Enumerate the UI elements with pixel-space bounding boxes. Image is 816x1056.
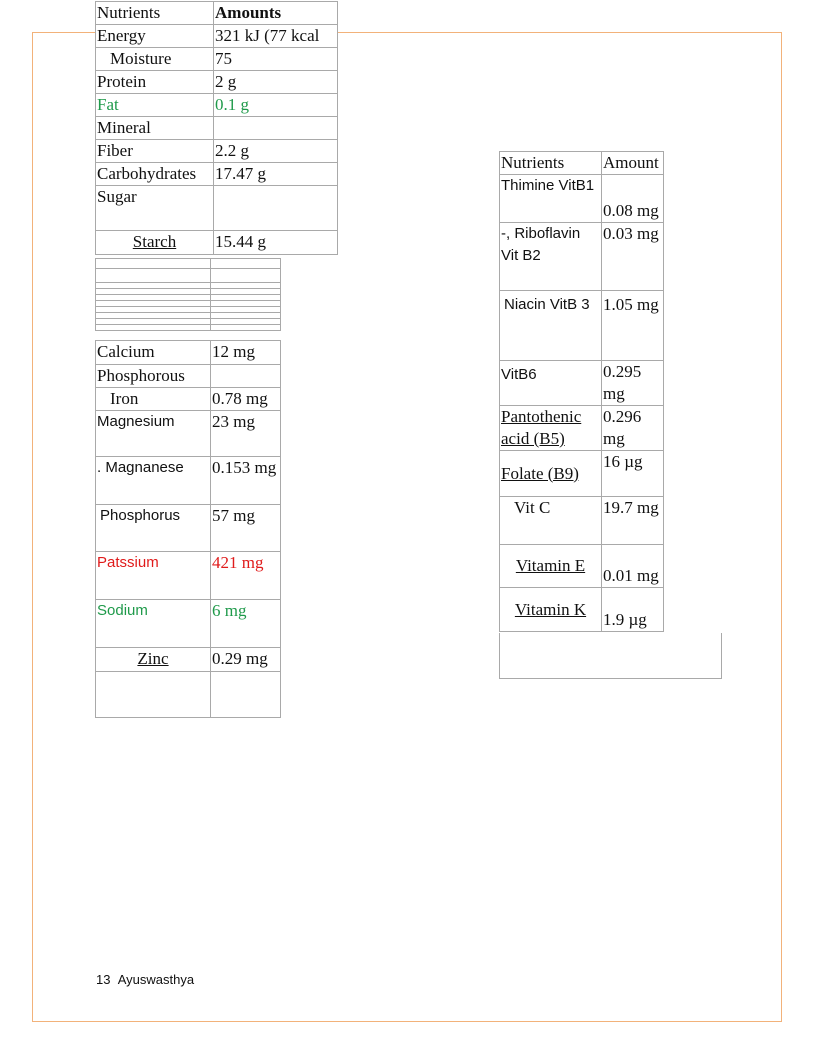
- table-row: [96, 457, 281, 505]
- nutrient-cell: Sodium: [96, 600, 211, 648]
- empty-row: [96, 269, 281, 283]
- table-row: [96, 648, 281, 672]
- nutrient-label: Vitamin K: [514, 599, 587, 619]
- header-nutrients: Nutrients: [500, 152, 602, 175]
- table-row: [96, 94, 338, 117]
- empty-row: [96, 672, 281, 718]
- table-row: [96, 505, 281, 552]
- amount-cell: 12 mg: [211, 341, 281, 365]
- amount-cell: 0.296 mg: [602, 406, 664, 451]
- nutrients-table-vitamins: [499, 151, 664, 632]
- table-row: [96, 341, 281, 365]
- table-row: [500, 175, 664, 223]
- nutrient-cell: [500, 451, 602, 497]
- table-row: [96, 552, 281, 600]
- amount-cell: 0.78 mg: [211, 388, 281, 411]
- table-row: [500, 497, 664, 545]
- nutrient-cell: Iron: [96, 388, 211, 411]
- table-row: [96, 388, 281, 411]
- table-row: [96, 231, 338, 255]
- amount-cell: 321 kJ (77 kcal: [214, 25, 338, 48]
- amount-cell: 75: [214, 48, 338, 71]
- amount-cell: 1.05 mg: [602, 291, 664, 361]
- page-number: 13: [96, 972, 111, 987]
- nutrient-cell: [500, 545, 602, 588]
- nutrient-cell: VitB6: [500, 361, 602, 406]
- table-row: [96, 48, 338, 71]
- amount-cell: 0.29 mg: [211, 648, 281, 672]
- header-amount: Amount: [602, 152, 664, 175]
- nutrient-cell: Carbohydrates: [96, 163, 214, 186]
- amount-cell: 23 mg: [211, 411, 281, 457]
- nutrient-cell: Magnesium: [96, 411, 211, 457]
- amount-cell: 15.44 g: [214, 231, 338, 255]
- nutrient-cell: Thimine VitB1: [500, 175, 602, 223]
- amount-cell: 0.08 mg: [602, 175, 664, 223]
- amount-cell: 421 mg: [211, 552, 281, 600]
- amount-cell: 17.47 g: [214, 163, 338, 186]
- nutrient-cell: Calcium: [96, 341, 211, 365]
- nutrient-cell: Protein: [96, 71, 214, 94]
- table-row: [500, 406, 664, 451]
- nutrient-cell: . Magnanese: [96, 457, 211, 505]
- nutrients-table-general: [95, 1, 338, 255]
- table-row: [96, 25, 338, 48]
- table-row: [96, 140, 338, 163]
- table-row: [96, 117, 338, 140]
- amount-cell: 2 g: [214, 71, 338, 94]
- nutrients-table-minerals: [95, 340, 281, 718]
- nutrient-label: Vitamin E: [515, 556, 586, 575]
- nutrient-cell: Fiber: [96, 140, 214, 163]
- nutrient-label: Folate (B9): [501, 463, 579, 483]
- amount-cell: 0.01 mg: [602, 545, 664, 588]
- amount-cell: 1.9 µg: [602, 588, 664, 632]
- table-row: [500, 291, 664, 361]
- empty-row: [96, 325, 281, 331]
- nutrient-cell: [500, 588, 602, 632]
- nutrient-label: Starch: [132, 232, 177, 251]
- table-row: [500, 545, 664, 588]
- page-footer: [96, 972, 194, 987]
- empty-stacked-rows: [95, 258, 281, 331]
- table-row: [500, 588, 664, 632]
- nutrient-cell: Niacin VitB 3: [500, 291, 602, 361]
- amount-cell: 0.1 g: [214, 94, 338, 117]
- nutrient-cell: Phosphorus: [96, 505, 211, 552]
- table-row: [96, 411, 281, 457]
- nutrient-cell: Energy: [96, 25, 214, 48]
- nutrient-cell: [96, 231, 214, 255]
- table-row: [500, 361, 664, 406]
- nutrient-cell: [500, 406, 602, 451]
- amount-cell: [211, 365, 281, 388]
- table-row: [96, 365, 281, 388]
- footer-title: Ayuswasthya: [117, 972, 195, 987]
- nutrient-cell: Sugar: [96, 186, 214, 231]
- table-header-row: [96, 2, 338, 25]
- empty-row: [96, 259, 281, 269]
- amount-cell: 0.03 mg: [602, 223, 664, 291]
- nutrient-cell: Vit C: [500, 497, 602, 545]
- amount-cell: 6 mg: [211, 600, 281, 648]
- table-header-row: [500, 152, 664, 175]
- nutrient-label: Pantothenic acid (B5): [501, 407, 582, 448]
- nutrient-cell: -, Riboflavin Vit B2: [500, 223, 602, 291]
- nutrient-cell: Phosphorous: [96, 365, 211, 388]
- header-nutrients: Nutrients: [96, 2, 214, 25]
- nutrient-cell: [96, 648, 211, 672]
- nutrient-cell: Patssium: [96, 552, 211, 600]
- amount-cell: [214, 117, 338, 140]
- table-row: [96, 163, 338, 186]
- amount-cell: [214, 186, 338, 231]
- amount-cell: 0.295 mg: [602, 361, 664, 406]
- nutrient-cell: Fat: [96, 94, 214, 117]
- table-row: [500, 451, 664, 497]
- amount-cell: 19.7 mg: [602, 497, 664, 545]
- amount-cell: 16 µg: [602, 451, 664, 497]
- header-amounts: Amounts: [214, 2, 338, 25]
- table-row: [500, 223, 664, 291]
- table-row: [96, 71, 338, 94]
- nutrient-label: Zinc: [137, 649, 169, 668]
- nutrient-cell: Moisture: [96, 48, 214, 71]
- table-row: [96, 600, 281, 648]
- table-row: [96, 186, 338, 231]
- nutrient-cell: Mineral: [96, 117, 214, 140]
- amount-cell: 0.153 mg: [211, 457, 281, 505]
- amount-cell: 57 mg: [211, 505, 281, 552]
- empty-box: [499, 633, 722, 679]
- amount-cell: 2.2 g: [214, 140, 338, 163]
